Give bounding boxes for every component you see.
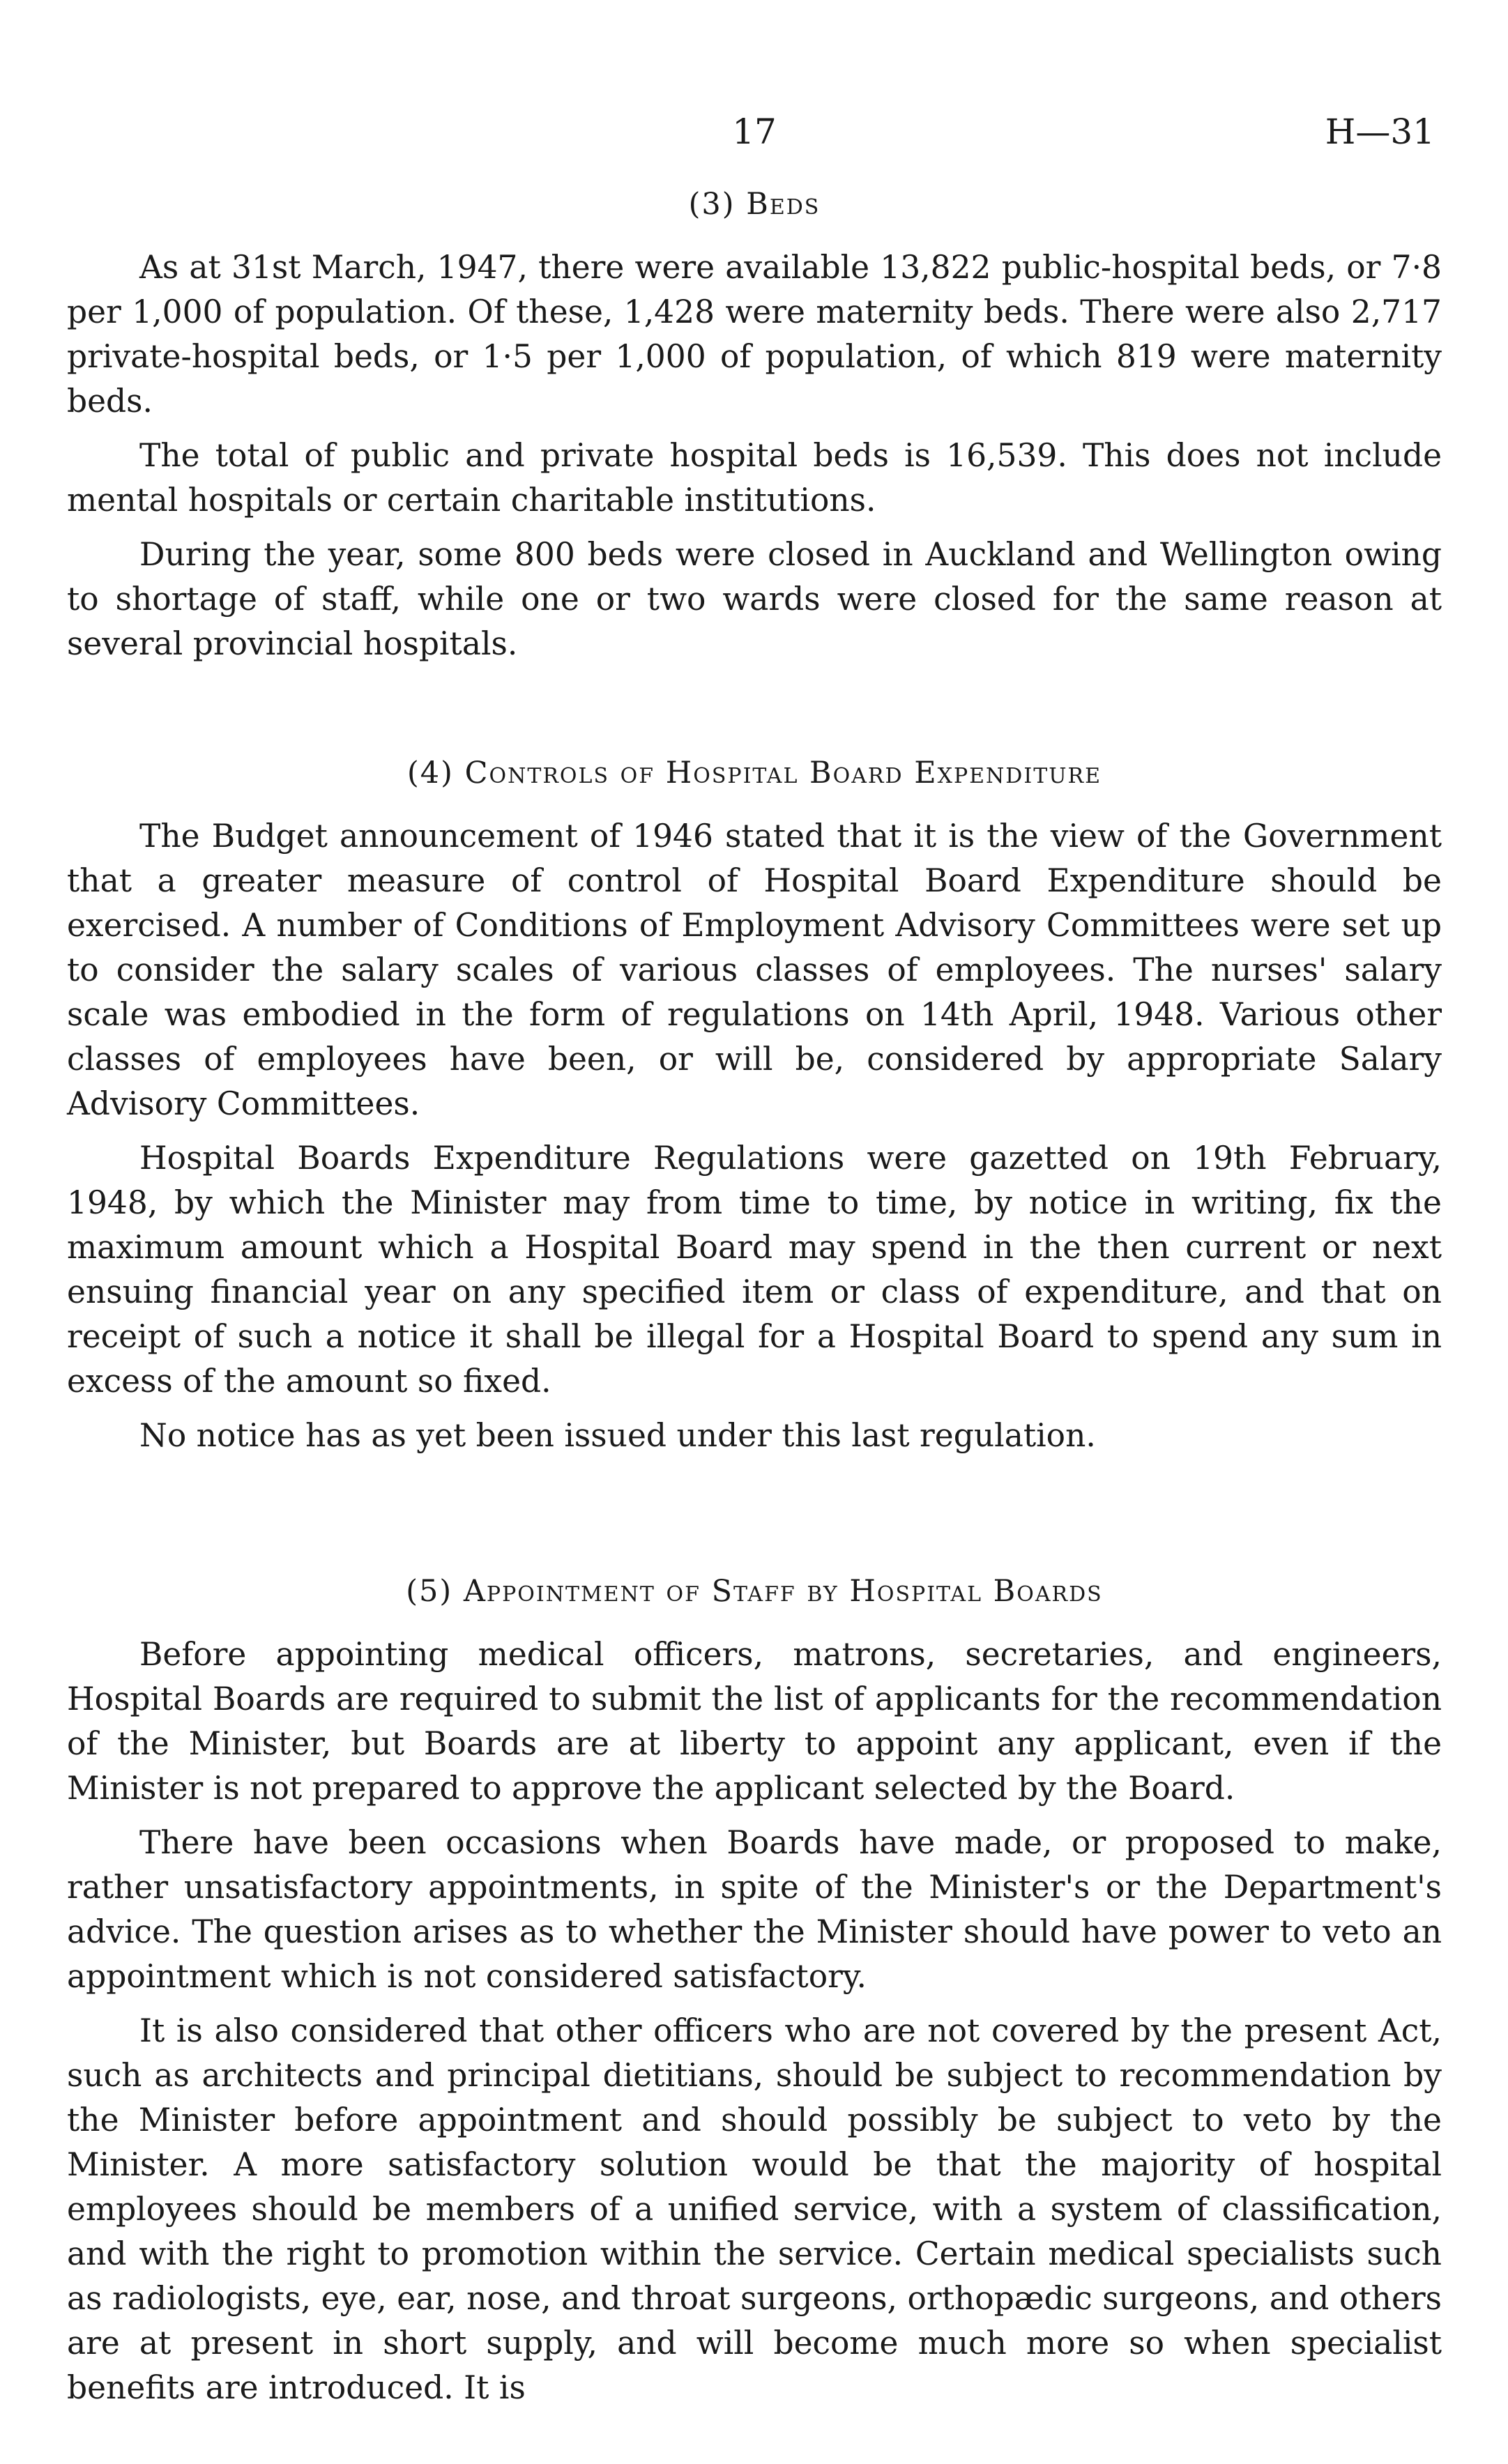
paragraph: During the year, some 800 beds were closed in Auckland and Wellington owing to shortage of staff, while one or two wards were closed for the same reason at several provincial hospitals. xyxy=(67,536,1442,662)
section-beds xyxy=(67,187,1442,666)
document-reference: H—31 xyxy=(1325,112,1435,152)
paragraph: There have been occasions when Boards have made, or proposed to make, rather unsatisfactory appointments, in spite of the Minister's or the Department's advice. The question arises as to whether the Minister should have power to veto an appointment which is not considered satisfactory. xyxy=(67,1824,1442,1995)
section-appointment-staff xyxy=(67,1574,1442,2410)
paragraph: No notice has as yet been issued under this last regulation. xyxy=(139,1417,1096,1454)
page-header xyxy=(67,105,1442,167)
page-number: 17 xyxy=(732,112,777,152)
paragraph: Hospital Boards Expenditure Regulations were gazetted on 19th February, 1948, by which the Minister may from time to time, by notice in writing, fix the maximum amount which a Hospital Board may spend in the then current or next ensuing financial year on any specified item or class of expenditure, and that on receipt of such a notice it shall be illegal for a Hospital Board to spend any sum in excess of the amount so fixed. xyxy=(67,1140,1442,1400)
paragraph: It is also considered that other officers who are not covered by the present Act, such as architects and principal dietitians, should be subject to recommendation by the Minister before appointment and should possibly be subject to veto by the Minister. A more satisfactory solution would be that the majority of hospital employees should be members of a unified service, with a system of classification, and with the right to promotion within the service. Certain medical specialists such as radiologists, eye, ear, nose, and throat surgeons, orthopædic surgeons, and others are at present in short supply, and will become much more so when specialist benefits are introduced. It is xyxy=(67,2012,1442,2406)
section-controls-expenditure xyxy=(67,756,1442,1458)
paragraph: Before appointing medical officers, matrons, secretaries, and engineers, Hospital Boards are required to submit the list of applicants for the recommendation of the Minister, but Boards are at liberty to appoint any applicant, even if the Minister is not prepared to approve the applicant selected by the Board. xyxy=(67,1636,1442,1807)
paragraph: The Budget announcement of 1946 stated that it is the view of the Government that a greater measure of control of Hospital Board Expenditure should be exercised. A number of Conditions of Employment Advisory Committees were set up to consider the salary scales of various classes of employees. The nurses' salary scale was embodied in the form of regulations on 14th April, 1948. Various other classes of employees have been, or will be, considered by appropriate Salary Advisory Committees. xyxy=(67,818,1442,1122)
paragraph: As at 31st March, 1947, there were available 13,822 public-hospital beds, or 7·8 per 1,000 of population. Of these, 1,428 were maternity beds. There were also 2,717 private-hospital beds, or 1·5 per 1,000 of population, of which 819 were maternity beds. xyxy=(67,249,1442,420)
section-title: (5) Appointment of Staff by Hospital Boards xyxy=(406,1574,1103,1609)
document-page xyxy=(67,105,1442,2420)
section-title: (3) Beds xyxy=(688,187,821,222)
section-title: (4) Controls of Hospital Board Expenditure xyxy=(407,756,1102,790)
paragraph: The total of public and private hospital beds is 16,539. This does not include mental hospitals or certain charitable institutions. xyxy=(67,437,1442,519)
